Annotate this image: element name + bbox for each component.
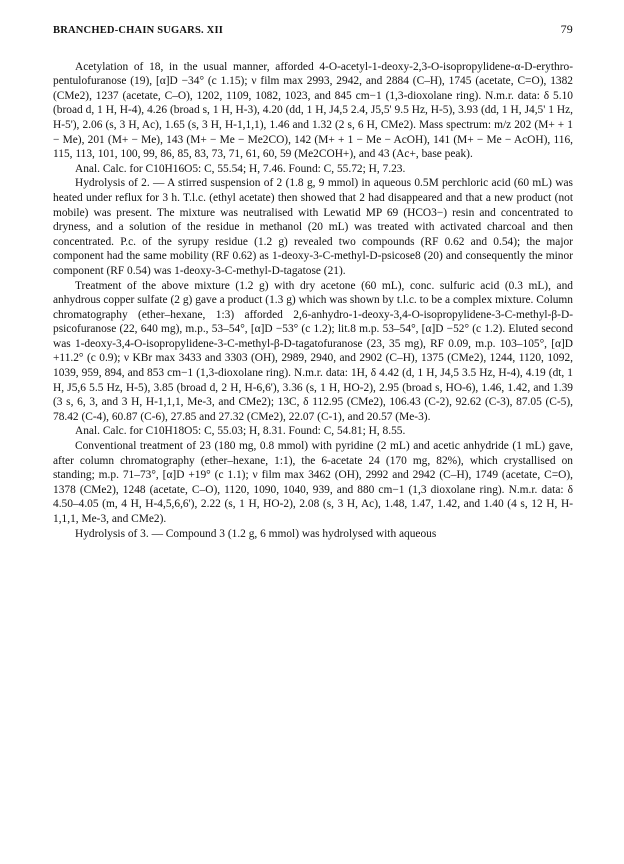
paragraph-acetylation-23: Conventional treatment of 23 (180 mg, 0.8 mmol) with pyridine (2 mL) and acetic anhydride (1 mL) gave, after column chromatography (ether–hexane, 1:1), the 6-acetate 24 (170 mg, 82%), which crystallised on standing; m.p. 71–73°, [α]D +19° (c 1.1); ν film max 3462 (OH), 2992 and 2942 (C–H), 1749 (acetate, C=O), 1378 (CMe2), 1248 (acetate, C–O), 1120, 1090, 1040, 939, and 880 cm−1 (1,3 dioxolane ring). N.m.r. data: δ 4.50–4.05 (m, 4 H, H-4,5,6,6'), 2.22 (s, 1 H, HO-2), 2.08 (s, 3 H, Ac), 1.48, 1.47, 1.42, and 1.40 (4 s, 12 H, H-1,1,1, Me-3, and CMe2). xyxy=(53,440,573,525)
paragraph-acetone-treatment: Treatment of the above mixture (1.2 g) with dry acetone (60 mL), conc. sulfuric acid (0.3 mL), and anhydrous copper sulfate (2 g) gave a product (1.3 g) which was shown by t.l.c. to be a complex mixture. Column chromatography (ether–hexane, 1:3) afforded 2,6-anhydro-1-deoxy-3,4-O-isopropylidene-3-C-methyl-β-D-psicofuranose (22, 640 mg), m.p., 53–54°, [α]D −53° (c 1.2); lit.8 m.p. 53–54°, [α]D −52° (c 1.2). Eluted second was 1-deoxy-3,4-O-isopropylidene-3-C-methyl-β-D-tagatofuranose (23, 35 mg), RF 0.09, m.p. 103–105°, [α]D +11.2° (c 0.9); ν KBr max 3433 and 3303 (OH), 2989, 2940, and 2902 (C–H), 1375 (CMe2), 1244, 1120, 1092, 1039, 959, 894, and 853 cm−1 (1,3-dioxolane ring). N.m.r. data: 1H, δ 4.42 (d, 1 H, J4,5 3.5 Hz, H-4), 4.19 (dt, 1 H, J5,6 5.5 Hz, H-5), 3.85 (broad d, 2 H, H-6,6'), 3.36 (s, 1 H, HO-2), 2.95 (broad s, HO-6), 1.46, 1.42, and 1.39 (3 s, 6, 3, and 3 H, H-1,1,1, Me-3, and CMe2); 13C, δ 112.95 (CMe2), 106.43 (C-2), 92.62 (C-3), 87.05 (C-5), 78.42 (C-4), 60.87 (C-6), 27.85 and 27.32 (CMe2), 22.07 (C-1), and 20.57 (Me-3). xyxy=(53,279,573,423)
running-head: BRANCHED-CHAIN SUGARS. XII xyxy=(53,25,224,36)
page-header xyxy=(53,22,573,39)
paragraph-hydrolysis-2: Hydrolysis of 2. — A stirred suspension of 2 (1.8 g, 9 mmol) in aqueous 0.5M perchloric acid (60 mL) was heated under reflux for 3 h. T.l.c. (ethyl acetate) then showed that 2 had disappeared and that a new product (not mobile) was present. The mixture was neutralised with Lewatid MP 69 (HCO3−) resin and concentrated to dryness, and a solution of the residue in methanol (20 mL) was treated with activated charcoal and then concentrated. P.c. of the syrupy residue (1.2 g) revealed two compounds (RF 0.62 and 0.54); the major component had the same mobility (RF 0.62) as 1-deoxy-3-C-methyl-D-psicose8 (20) and consequently the minor component (RF 0.54) was 1-deoxy-3-C-methyl-D-tagatose (21). xyxy=(53,177,573,277)
document-page xyxy=(53,22,573,852)
paragraph-analysis-1: Anal. Calc. for C10H16O5: C, 55.54; H, 7.46. Found: C, 55.72; H, 7.23. xyxy=(75,162,406,175)
paragraph-acetylation: Acetylation of 18, in the usual manner, afforded 4-O-acetyl-1-deoxy-2,3-O-isopropylidene-α-D-erythro-pentulofuranose (19), [α]D −34° (c 1.15); ν film max 2993, 2942, and 2884 (C–H), 1745 (acetate, C=O), 1382 (CMe2), 1237 (acetate, C–O), 1202, 1109, 1082, 1023, and 845 cm−1 (1,3-dioxolane ring). N.m.r. data: δ 5.10 (broad d, 1 H, H-4), 4.26 (broad s, 1 H, H-3), 4.20 (dd, 1 H, J4,5 2.4, J5,5' 9.5 Hz, H-5), 3.93 (dd, 1 H, J4,5' 1 Hz, H-5'), 2.06 (s, 3 H, Ac), 1.65 (s, 3 H, H-1,1,1), 1.46 and 1.32 (2 s, 6 H, CMe2). Mass spectrum: m/z 202 (M+ + 1 − Me), 201 (M+ − Me), 143 (M+ − Me − Me2CO), 142 (M+ + 1 − Me − AcOH), 141 (M+ − Me − AcOH), 116, 115, 113, 101, 100, 99, 86, 85, 83, 73, 71, 61, 60, 59 (Me2COH+), and 43 (Ac+, base peak). xyxy=(53,60,573,161)
page-number: 79 xyxy=(560,22,573,36)
paragraph-hydrolysis-3: Hydrolysis of 3. — Compound 3 (1.2 g, 6 mmol) was hydrolysed with aqueous xyxy=(75,527,437,540)
paragraph-analysis-2: Anal. Calc. for C10H18O5: C, 55.03; H, 8.31. Found: C, 54.81; H, 8.55. xyxy=(75,425,406,438)
